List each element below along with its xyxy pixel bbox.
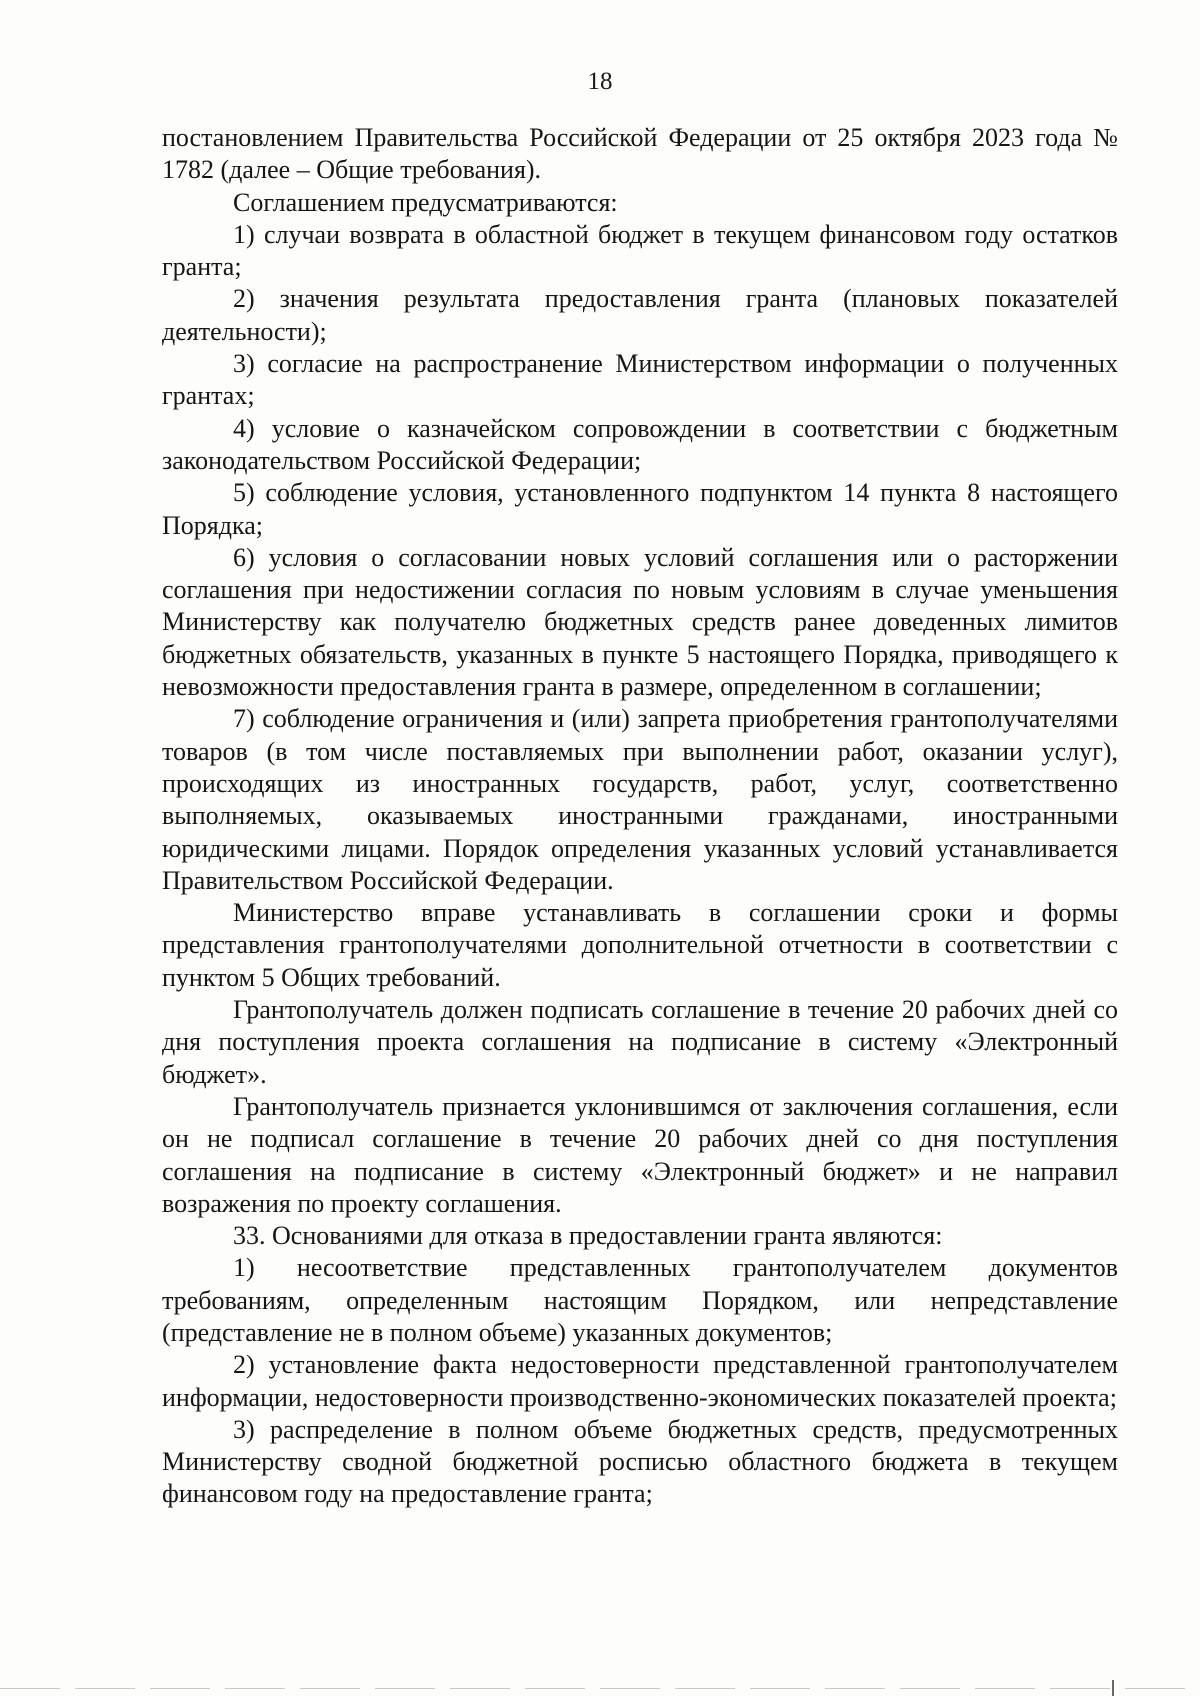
paragraph-agreement-intro: Соглашением предусматриваются: xyxy=(233,187,618,217)
list-item-6: 6) условия о согласовании новых условий соглашения или о расторжении соглашения при недостижении согласия по новым условиям в случае уменьшения Министерству как получателю бюджетных средств ранее доведенных лимитов бюджетных обязательств, указанных в пункте 5 настоящего Порядка, приводящего к невозможности предоставления гранта в размере, определенном в соглашении; xyxy=(162,542,1118,702)
paragraph-evasion: Грантополучатель признается уклонившимся от заключения соглашения, если он не подписал соглашение в течение 20 рабочих дней со дня поступления соглашения на подписание в систему «Электронный бюджет» и не направил возражения по проекту соглашения. xyxy=(162,1091,1118,1218)
refusal-item-2: 2) установление факта недостоверности представленной грантополучателем информации, недостоверности производственно-экономических показателей проекта; xyxy=(162,1350,1118,1412)
refusal-item-1: 1) несоответствие представленных грантополучателем документов требованиям, определенным настоящим Порядком, или непредставление (представление не в полном объеме) указанных документов; xyxy=(162,1253,1118,1347)
paragraph-ministry-reporting: Министерство вправе устанавливать в соглашении сроки и формы представления грантополучателями дополнительной отчетности в соответствии с пунктом 5 Общих требований. xyxy=(162,898,1118,992)
scan-tick-artifact xyxy=(1112,1680,1114,1696)
paragraph-continuation: постановлением Правительства Российской Федерации от 25 октября 2023 года № 1782 (далее – Общие требования). xyxy=(162,123,1118,185)
section-33-heading: 33. Основаниями для отказа в предоставлении гранта являются: xyxy=(233,1221,943,1251)
list-item-1: 1) случаи возврата в областной бюджет в текущем финансовом году остатков гранта; xyxy=(162,219,1118,282)
paragraph-signing-deadline: Грантополучатель должен подписать соглашение в течение 20 рабочих дней со дня поступления проекта соглашения на подписание в систему «Электронный бюджет». xyxy=(162,995,1118,1089)
list-item-4: 4) условие о казначейском сопровождении в соответствии с бюджетным законодательством Российской Федерации; xyxy=(162,413,1118,475)
refusal-item-3: 3) распределение в полном объеме бюджетных средств, предусмотренных Министерству сводной бюджетной росписью областного бюджета в текущем финансовом году на предоставление гранта; xyxy=(162,1414,1118,1509)
list-item-7: 7) соблюдение ограничения и (или) запрета приобретения грантополучателями товаров (в том числе поставляемых при выполнении работ, оказании услуг), происходящих из иностранных государств, работ, услуг, соответственно выполняемых, оказываемых иностранными гражданами, иностранными юридическими лицами. Порядок определения указанных условий устанавливается Правительством Российской Федерации. xyxy=(162,704,1118,895)
page-number: 18 xyxy=(587,68,613,95)
list-item-2: 2) значения результата предоставления гранта (плановых показателей деятельности); xyxy=(162,284,1118,346)
list-item-3: 3) согласие на распространение Министерством информации о полученных грантах; xyxy=(162,349,1118,411)
document-body xyxy=(162,122,1118,1511)
list-item-5: 5) соблюдение условия, установленного подпунктом 14 пункта 8 настоящего Порядка; xyxy=(162,478,1118,540)
scan-edge-artifact xyxy=(0,1688,1200,1689)
